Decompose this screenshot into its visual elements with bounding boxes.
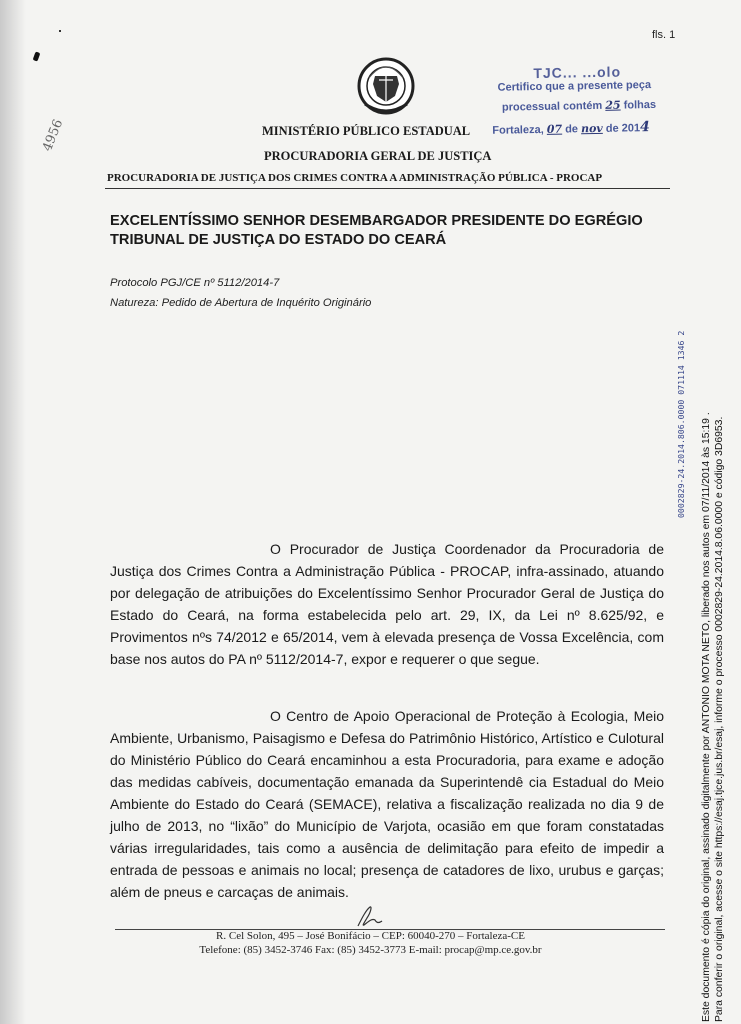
signature-initials-icon (352, 904, 384, 930)
document-page: fls. 1 4956 MINISTÉRIO PÚBLICO ESTADUAL PROCURADORIA GERAL DE JUSTIÇA PROCURADORIA DE JUSTIÇA DOS CRIMES CONTRA A ADMINISTRAÇÃO PÚBLICA - PROCAP TJC... ...olo Certifico que a presente peça processual contém 25 folhas Fortaleza, 07 de nov de 2014 EXCELENTÍSSIMO SENHOR DESEMBARGADOR PRESIDENTE DO EGRÉGIO TRIBUNAL DE JUSTIÇA DO ESTADO DO CEARÁ Protocolo PGJ/CE nº 5112/2014-7 Natureza: Pedido de Abertura de Inquérito Originário 0002829-24.2014.806.0000 071114 1346 2 O Procurador de Justiça Coordenador da Procuradoria de Justiça dos Crimes Contra a Administração Pública - PROCAP, infra-assinado, atuando por delegação de atribuições do Excelentíssimo Senhor Procurador Geral de Justiça do Estado do Ceará, na forma estabelecida pelo art. 29, IX, da Lei nº 8.625/92, e Provimentos nºs 74/2012 e 65/2014, vem à elevada presença de Vossa Excelência, com base nos autos do PA nº 5112/2014-7, expor e requerer o que segue. O Centro de Apoio Operacional de Proteção à Ecologia, Meio Ambiente, Urbanismo, Paisagismo e Defesa do Patrimônio Histórico, Artístico e Culotural do Ministério Público do Ceará encaminhou a esta Procuradoria, para exame e adoção das medidas cabíveis, documentação emanada da Superintendê cia Estadual do Meio Ambiente do Estado do Ceará (SEMACE), relativa a fiscalização realizada no dia 9 de julho de 2013, no “lixão” do Município de Varjota, ocasião em que foram constatadas várias irregularidades, tais como a ausência de delimitação para efeito de impedir a entrada de pessoas e animais no local; presença de catadores de lixo, urubus e garças; além de pneus e carcaças de animais. R. Cel Solon, 495 – José Bonifácio – CEP: 60040-270 – Fortaleza-CE Telefone: (85) 3452-3746 Fax: (85) 3452-3773 E-mail: procap@mp.ce.gov.br Este documento é cópia do original, assinado digitalmente por ANTONIO MOTA NETO, liberado nos autos em 07/11/2014 às 15:19 . Para conferir o original, acesse o site https://esaj.tjce.jus.br/esaj, informe o processo 0002829-24.2014.8.06.0000 e código 3D6953. (0, 0, 741, 1024)
stamp-line-certifico: Certifico que a presente peça (497, 79, 652, 94)
stamp-line-folhas: processual contém 25 folhas (501, 98, 657, 114)
page-number: fls. 1 (652, 29, 676, 41)
scan-edge-shadow (0, 0, 26, 1024)
handwritten-number: 4956 (40, 117, 67, 154)
digital-signature-note-line2: Para conferir o original, acesse o site https://esaj.tjce.jus.br/esaj, informe o processo 0002829-24.2014.8.06.0000 e código 3D6953. (714, 416, 726, 1022)
header-divider (105, 188, 670, 189)
footer-contact: Telefone: (85) 3452-3746 Fax: (85) 3452-3773 E-mail: procap@mp.ce.gov.br (199, 944, 542, 956)
process-barcode-text: 0002829-24.2014.806.0000 071114 1346 2 (676, 330, 686, 518)
ministerio-publico-seal-icon (355, 56, 417, 122)
office-heading: PROCURADORIA GERAL DE JUSTIÇA (264, 149, 492, 163)
certification-stamp (492, 62, 694, 153)
protocol-number: Protocolo PGJ/CE nº 5112/2014-7 (110, 277, 280, 289)
scan-speck (59, 30, 61, 32)
digital-signature-note (700, 22, 727, 1022)
stamp-title: TJC... ...olo (533, 63, 622, 82)
department-heading: PROCURADORIA DE JUSTIÇA DOS CRIMES CONTRA A ADMINISTRAÇÃO PÚBLICA - PROCAP (107, 172, 603, 184)
request-nature: Natureza: Pedido de Abertura de Inquérito Originário (110, 297, 372, 309)
punch-mark (33, 51, 41, 61)
addressee-heading: EXCELENTÍSSIMO SENHOR DESEMBARGADOR PRESIDENTE DO EGRÉGIO TRIBUNAL DE JUSTIÇA DO ESTADO DO CEARÁ (110, 213, 643, 248)
digital-signature-note-line1: Este documento é cópia do original, assinado digitalmente por ANTONIO MOTA NETO, liberado nos autos em 07/11/2014 às 15:19 . (701, 412, 712, 1022)
body-paragraph-2: O Centro de Apoio Operacional de Proteção à Ecologia, Meio Ambiente, Urbanismo, Paisagismo e Defesa do Patrimônio Histórico, Artístico e Culotural do Ministério Público do Ceará encaminhou a esta Procuradoria, para exame e adoção das medidas cabíveis, documentação emanada da Superintendê cia Estadual do Meio Ambiente do Estado do Ceará (SEMACE), relativa a fiscalização realizada no dia 9 de julho de 2013, no “lixão” do Município de Varjota, ocasião em que foram constatadas várias irregularidades, tais como a ausência de delimitação para efeito de impedir a entrada de pessoas e animais no local; presença de catadores de lixo, urubus e garças; além de pneus e carcaças de animais. (110, 708, 664, 900)
body-paragraph-1: O Procurador de Justiça Coordenador da Procuradoria de Justiça dos Crimes Contra a Administração Pública - PROCAP, infra-assinado, atuando por delegação de atribuições do Excelentíssimo Senhor Procurador Geral de Justiça do Estado do Ceará, na forma estabelecida pelo art. 29, IX, da Lei nº 8.625/92, e Provimentos nºs 74/2012 e 65/2014, vem à elevada presença de Vossa Excelência, com base nos autos do PA nº 5112/2014-7, expor e requerer o que segue. (110, 541, 664, 667)
stamp-line-date: Fortaleza, 07 de nov de 2014 (492, 119, 650, 137)
footer-address: R. Cel Solon, 495 – José Bonifácio – CEP: 60040-270 – Fortaleza-CE (216, 930, 525, 942)
